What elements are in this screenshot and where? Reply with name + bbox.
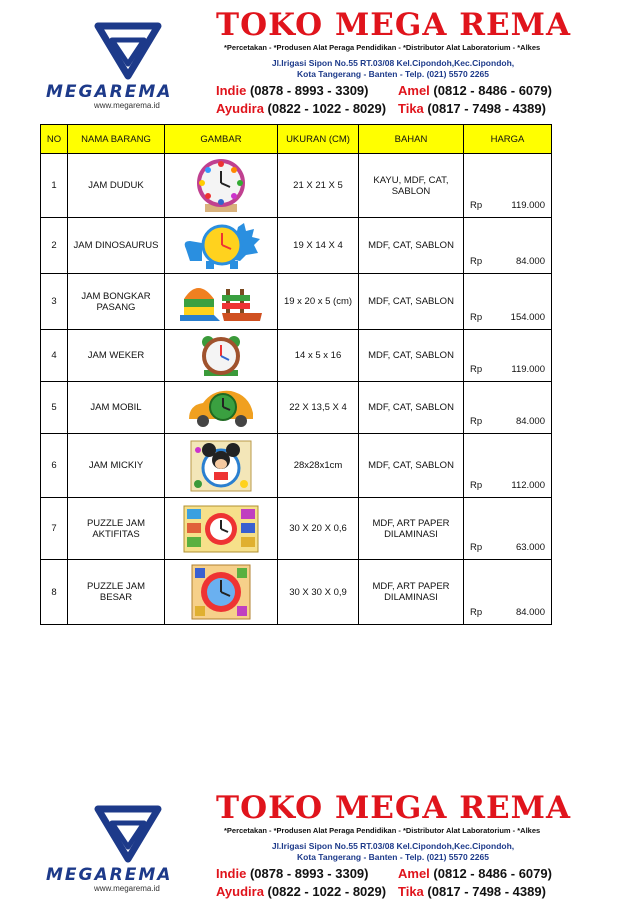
contact-phone: (0812 - 8486 - 6079) <box>433 866 552 881</box>
cell-no: 6 <box>41 434 68 498</box>
brand-website: www.megarema.id <box>94 101 160 110</box>
cell-size: 19 x 20 x 5 (cm) <box>278 274 359 330</box>
cell-material: MDF, CAT, SABLON <box>359 434 464 498</box>
cell-size: 28x28x1cm <box>278 434 359 498</box>
cell-price: Rp 119.000 <box>464 154 552 218</box>
cell-price: Rp 154.000 <box>464 274 552 330</box>
contact-name: Ayudira <box>216 884 264 899</box>
cell-name: PUZZLE JAM BESAR <box>68 560 165 625</box>
cell-size: 14 x 5 x 16 <box>278 330 359 382</box>
store-title: TOKO MEGA REMA <box>216 7 571 43</box>
table-row <box>41 498 552 560</box>
cell-image <box>165 154 278 218</box>
cell-name: JAM MOBIL <box>68 382 165 434</box>
cell-no: 5 <box>41 382 68 434</box>
contact-phone: (0878 - 8993 - 3309) <box>249 866 369 881</box>
price-table <box>40 124 552 625</box>
cell-price: Rp 84.000 <box>464 382 552 434</box>
logo-mark-icon <box>92 801 164 863</box>
cell-material: MDF, CAT, SABLON <box>359 218 464 274</box>
brand-website: www.megarema.id <box>94 884 160 893</box>
cell-no: 1 <box>41 154 68 218</box>
contact-name: Amel <box>398 83 430 98</box>
contact-phone: (0817 - 7498 - 4389) <box>427 884 546 899</box>
desk-clock-icon <box>191 158 251 214</box>
dinosaur-clock-icon <box>180 221 262 271</box>
cell-material: MDF, ART PAPER DILAMINASI <box>359 498 464 560</box>
cell-size: 30 X 30 X 0,9 <box>278 560 359 625</box>
table-row <box>41 154 552 218</box>
col-header-image: GAMBAR <box>165 125 278 154</box>
table-row <box>41 274 552 330</box>
table-row <box>41 560 552 625</box>
cell-image <box>165 434 278 498</box>
cell-no: 3 <box>41 274 68 330</box>
contact-name: Ayudira <box>216 101 264 116</box>
contact-phone: (0822 - 1022 - 8029) <box>267 884 387 899</box>
cell-price: Rp 84.000 <box>464 560 552 625</box>
contact-phone: (0812 - 8486 - 6079) <box>433 83 552 98</box>
cell-price: Rp 63.000 <box>464 498 552 560</box>
cell-size: 22 X 13,5 X 4 <box>278 382 359 434</box>
cell-name: PUZZLE JAM AKTIFITAS <box>68 498 165 560</box>
cell-material: MDF, ART PAPER DILAMINASI <box>359 560 464 625</box>
cell-name: JAM MICKIY <box>68 434 165 498</box>
car-clock-icon <box>185 387 257 429</box>
cell-name: JAM DUDUK <box>68 154 165 218</box>
col-header-size: UKURAN (CM) <box>278 125 359 154</box>
store-title: TOKO MEGA REMA <box>216 790 571 826</box>
cell-name: JAM BONGKAR PASANG <box>68 274 165 330</box>
cell-no: 2 <box>41 218 68 274</box>
cell-image <box>165 382 278 434</box>
cell-material: MDF, CAT, SABLON <box>359 274 464 330</box>
big-puzzle-clock-icon <box>191 564 251 620</box>
brand-name: MEGAREMA <box>46 82 173 102</box>
contact-phone: (0822 - 1022 - 8029) <box>267 101 387 116</box>
table-header-row <box>41 125 552 154</box>
table-row <box>41 382 552 434</box>
contact-name: Tika <box>398 101 424 116</box>
cell-image <box>165 218 278 274</box>
contact-name: Indie <box>216 83 247 98</box>
cell-no: 4 <box>41 330 68 382</box>
col-header-price: HARGA <box>464 125 552 154</box>
cell-no: 7 <box>41 498 68 560</box>
cell-material: MDF, CAT, SABLON <box>359 382 464 434</box>
cell-price: Rp 112.000 <box>464 434 552 498</box>
brand-name: MEGAREMA <box>46 865 173 885</box>
alarm-clock-icon <box>196 334 246 378</box>
store-address: Jl.Irigasi Sipon No.55 RT.03/08 Kel.Cipondoh,Kec.Cipondoh, Kota Tangerang - Banten - Telp. (021) 5570 2265 <box>271 841 515 862</box>
store-tagline: *Percetakan - *Produsen Alat Peraga Pendidikan - *Distributor Alat Laboratorium - *Alkes <box>224 826 541 835</box>
mickey-clock-icon <box>190 440 252 492</box>
contact-phone: (0817 - 7498 - 4389) <box>427 101 546 116</box>
cell-material: KAYU, MDF, CAT, SABLON <box>359 154 464 218</box>
contact-name: Tika <box>398 884 424 899</box>
cell-price: Rp 119.000 <box>464 330 552 382</box>
store-address: Jl.Irigasi Sipon No.55 RT.03/08 Kel.Cipondoh,Kec.Cipondoh, Kota Tangerang - Banten - Telp. (021) 5570 2265 <box>271 58 515 79</box>
megarema-logo <box>40 791 220 896</box>
cell-size: 30 X 20 X 0,6 <box>278 498 359 560</box>
cell-image <box>165 274 278 330</box>
cell-price: Rp 84.000 <box>464 218 552 274</box>
contact-name: Amel <box>398 866 430 881</box>
table-row <box>41 330 552 382</box>
cell-size: 19 X 14 X 4 <box>278 218 359 274</box>
cell-material: MDF, CAT, SABLON <box>359 330 464 382</box>
cell-name: JAM DINOSAURUS <box>68 218 165 274</box>
contact-phone: (0878 - 8993 - 3309) <box>249 83 369 98</box>
cell-no: 8 <box>41 560 68 625</box>
table-row <box>41 434 552 498</box>
cell-image <box>165 560 278 625</box>
cell-image <box>165 498 278 560</box>
table-row <box>41 218 552 274</box>
cell-size: 21 X 21 X 5 <box>278 154 359 218</box>
activity-puzzle-clock-icon <box>183 505 259 553</box>
cell-image <box>165 330 278 382</box>
col-header-name: NAMA BARANG <box>68 125 165 154</box>
store-tagline: *Percetakan - *Produsen Alat Peraga Pendidikan - *Distributor Alat Laboratorium - *Alkes <box>224 43 541 52</box>
col-header-no: NO <box>41 125 68 154</box>
megarema-logo <box>40 8 220 113</box>
cell-name: JAM WEKER <box>68 330 165 382</box>
col-header-material: BAHAN <box>359 125 464 154</box>
stacking-clock-icon <box>176 281 266 323</box>
letterhead-top <box>0 0 638 120</box>
contact-name: Indie <box>216 866 247 881</box>
logo-mark-icon <box>92 18 164 80</box>
letterhead-bottom <box>0 783 638 903</box>
